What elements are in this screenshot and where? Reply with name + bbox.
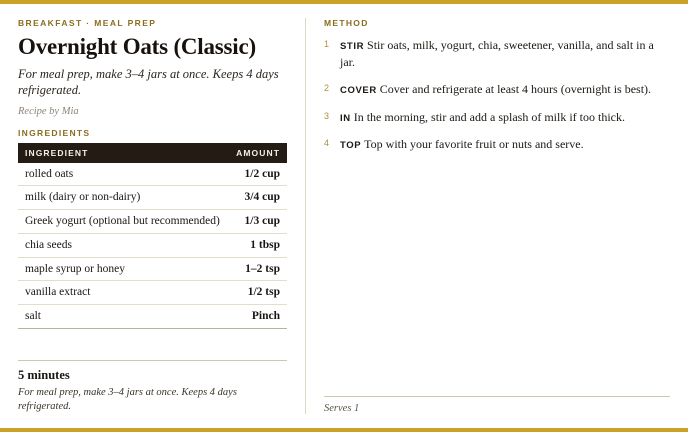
ingredient-amount: 1/2 tsp <box>229 281 287 305</box>
ingredient-amount: Pinch <box>229 305 287 329</box>
table-row <box>18 210 287 234</box>
recipe-byline: Recipe by Mia <box>18 105 79 117</box>
table-row <box>18 233 287 257</box>
list-item <box>324 37 670 70</box>
ingredient-amount: 1/3 cup <box>229 210 287 234</box>
table-row <box>18 305 287 329</box>
left-column <box>0 4 305 428</box>
table-header-row <box>18 143 287 163</box>
list-item <box>324 81 670 98</box>
serves-text: Serves 1 <box>324 403 360 414</box>
ingredient-amount: 3/4 cup <box>229 186 287 210</box>
method-label: METHOD <box>324 18 369 28</box>
ingredients-table-head <box>18 143 287 163</box>
serves-divider <box>324 396 670 397</box>
list-item <box>324 109 670 126</box>
step-number: 3 <box>324 110 330 121</box>
card-columns <box>0 4 688 428</box>
ingredient-name: salt <box>18 305 229 329</box>
step-text <box>340 136 584 153</box>
right-column <box>306 4 688 428</box>
ingredients-table <box>18 143 287 329</box>
column-header-amount: AMOUNT <box>229 143 287 163</box>
step-body: Cover and refrigerate at least 4 hours (overnight is best). <box>379 82 652 97</box>
table-row <box>18 281 287 305</box>
step-keyword: TOP <box>340 140 362 152</box>
ingredient-amount: 1–2 tsp <box>229 257 287 281</box>
step-text <box>340 109 625 126</box>
category-eyebrow: BREAKFAST · MEAL PREP <box>18 18 157 28</box>
ingredient-name: milk (dairy or non-dairy) <box>18 186 229 210</box>
page-title: Overnight Oats (Classic) <box>18 34 256 59</box>
ingredient-amount: 1 tbsp <box>229 233 287 257</box>
step-keyword: STIR <box>340 41 365 52</box>
ingredients-table-body <box>18 163 287 329</box>
step-keyword: IN <box>340 112 351 124</box>
ingredient-name: maple syrup or honey <box>18 257 229 281</box>
step-text <box>340 37 670 70</box>
prep-time: 5 minutes <box>18 367 70 382</box>
table-row <box>18 186 287 210</box>
ingredient-name: rolled oats <box>18 163 229 186</box>
table-row <box>18 163 287 186</box>
list-item <box>324 136 670 153</box>
step-body: Top with your favorite fruit or nuts and serve. <box>364 137 584 152</box>
recipe-subtitle: For meal prep, make 3–4 jars at once. Keeps 4 days refrigerated. <box>18 66 279 98</box>
ingredient-name: chia seeds <box>18 233 229 257</box>
step-text <box>340 81 651 98</box>
step-body: In the morning, stir and add a splash of milk if too thick. <box>353 109 625 124</box>
ingredient-amount: 1/2 cup <box>229 163 287 186</box>
serves-footer <box>324 396 670 428</box>
step-keyword: COVER <box>340 85 377 97</box>
table-row <box>18 257 287 281</box>
bottom-accent-rule <box>0 428 688 432</box>
step-number: 4 <box>324 138 330 149</box>
ingredients-label: INGREDIENTS <box>18 127 91 138</box>
footer-divider <box>18 360 287 361</box>
method-steps <box>324 37 670 164</box>
column-header-ingredient: INGREDIENT <box>18 143 229 163</box>
left-footer <box>18 360 287 428</box>
step-body: Stir oats, milk, yogurt, chia, sweetener, vanilla, and salt in a jar. <box>340 38 654 69</box>
step-number: 1 <box>324 39 330 49</box>
footer-note: For meal prep, make 3–4 jars at once. Keeps 4 days refrigerated. <box>18 386 237 412</box>
ingredient-name: vanilla extract <box>18 281 229 305</box>
ingredient-name: Greek yogurt (optional but recommended) <box>18 210 229 234</box>
step-number: 2 <box>324 83 330 94</box>
